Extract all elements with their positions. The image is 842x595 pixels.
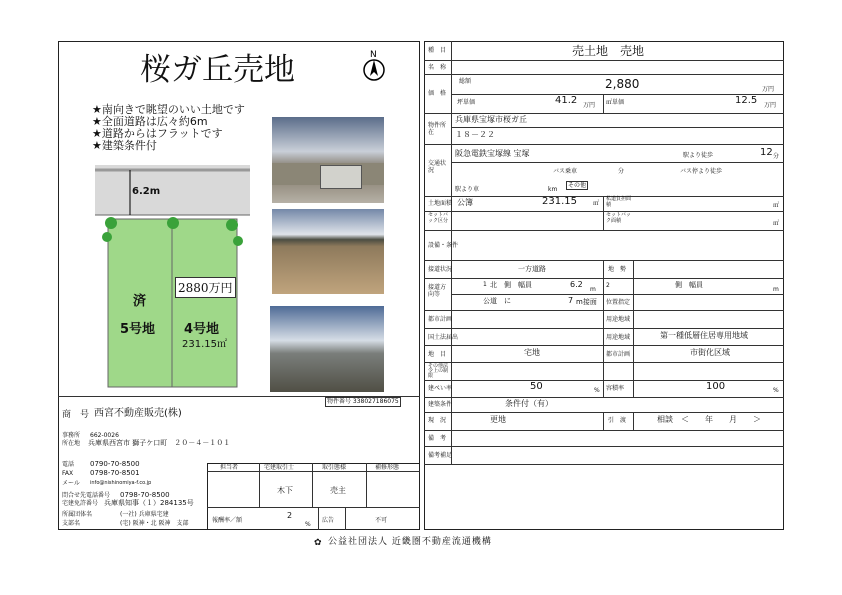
compass-icon: [360, 48, 388, 82]
staff-header: 宅建取引士: [264, 464, 295, 471]
property-number: 物件番号 338027186075: [327, 398, 399, 405]
road-dir-label: 接道方向等: [428, 284, 447, 298]
road1-dir: 北 側 幅員: [490, 281, 532, 289]
name-label: 名 称: [428, 64, 447, 71]
ask-label: 問合せ先電話番号: [62, 492, 111, 499]
other-law-label: その他法令上の制限: [428, 363, 449, 379]
lot5-label: 5号地: [120, 322, 156, 337]
ask: 0798-70-8500: [120, 491, 170, 499]
loc: 兵庫県宝塚市桜ガ丘: [455, 115, 527, 124]
road1-no: 1: [483, 281, 487, 288]
far-label: 容積率: [606, 385, 625, 392]
staff-value: 売主: [330, 486, 346, 495]
price-badge: 2880万円: [175, 277, 236, 298]
chimoku-label: 地 目: [428, 351, 447, 358]
sqm-unit: 万円: [764, 102, 777, 109]
km: km: [548, 186, 558, 193]
bus-walk: バス停より徒歩: [680, 168, 723, 175]
bcr: 50: [530, 381, 543, 392]
staff-header: 担当者: [220, 464, 239, 471]
assoc-label: 所属団体名: [62, 511, 93, 518]
status: 更地: [490, 415, 506, 424]
land-unit: ㎡: [593, 200, 600, 207]
sqm: 12.5: [735, 95, 758, 106]
lot4-label: 4号地: [184, 322, 220, 337]
far-unit: %: [773, 387, 779, 394]
touch: 7: [568, 296, 574, 305]
svg-text:N: N: [370, 50, 377, 60]
city-plan-label: 都市計画: [428, 316, 453, 323]
land: 231.15: [542, 196, 577, 207]
photo-lot: [272, 209, 384, 294]
setback-label: セットバック区分: [428, 212, 449, 224]
mail-label: メール: [62, 480, 80, 487]
land-law-label: 国土法届出: [428, 334, 459, 341]
photo-street: [272, 117, 384, 203]
line: 阪急電鉄宝塚線 宝塚: [455, 149, 530, 158]
bus-min: 分: [618, 168, 625, 175]
footer-logo-icon: ✿: [314, 538, 322, 548]
road-label: 接道状況: [428, 266, 453, 273]
sqm-mark: ㎡: [773, 202, 780, 209]
kind: 売土地 売地: [572, 44, 645, 58]
company-name-label: 商 号: [62, 410, 90, 420]
chimoku: 宅地: [524, 348, 540, 357]
land-type: 公簿: [457, 198, 473, 207]
mail: info@nishinomiya-f.co.jp: [90, 480, 152, 486]
bus-ride: バス乗車: [553, 168, 578, 175]
handover: 相談 ＜ 年 月 ＞: [657, 415, 761, 424]
road1-width: 6.2: [570, 280, 583, 289]
use-label: 用途地域: [606, 316, 631, 323]
traffic-label: 交通状況: [428, 160, 447, 174]
address-label: 所在地: [62, 440, 81, 447]
photo-view: [270, 306, 384, 392]
frontage-label: 地 勢: [608, 266, 627, 273]
tsubo-label: 坪単価: [457, 99, 476, 106]
road-status: 一方道路: [518, 265, 546, 273]
fax-label: FAX: [62, 470, 74, 477]
bcr-unit: %: [594, 387, 600, 394]
branch-label: 支部名: [62, 520, 81, 527]
loc2: １８－２２: [455, 130, 495, 139]
page-title: 桜ガ丘売地: [140, 52, 295, 88]
station-car: 駅より車: [455, 186, 480, 193]
assoc: (一社) 兵庫県宅建: [120, 511, 169, 518]
lot4-area: 231.15㎡: [182, 339, 227, 350]
urban: 市街化区域: [690, 348, 730, 357]
kind-label: 種 目: [428, 47, 447, 54]
ad: 不可: [375, 517, 388, 524]
address: 兵庫県西宮市 獅子ケ口町 ２０－４－１０１: [88, 439, 231, 447]
sqm-label: ㎡単価: [606, 99, 625, 106]
fee-label: 報酬率／額: [212, 517, 243, 524]
staff-header: 取引態様: [322, 464, 347, 471]
license-label: 宅建免許番号: [62, 500, 99, 507]
company-name: 西宮不動産販売(株): [94, 408, 182, 419]
urban-label: 都市計画: [606, 351, 631, 358]
ad-label: 広告: [322, 517, 335, 524]
loc-label: 物件所在: [428, 122, 447, 136]
status-label: 現 況: [428, 417, 447, 424]
tsubo: 41.2: [555, 95, 578, 106]
fee-unit: %: [305, 521, 311, 528]
use: 第一種低層住居専用地域: [660, 331, 748, 340]
build-cond-label: 建築条件: [428, 401, 453, 408]
touch-unit: m接面: [576, 298, 597, 306]
private-road-label: 私道負担面積: [606, 196, 632, 208]
fax: 0798-70-8501: [90, 469, 140, 477]
public-road: 公道 に: [483, 297, 511, 305]
land-label: 土地面積: [428, 200, 453, 207]
road1-unit: m: [590, 286, 596, 293]
setback-area: セットバック面積: [606, 212, 631, 224]
tel: 0790-70-8500: [90, 460, 140, 468]
road-width-label: 6.2m: [132, 186, 161, 197]
staff-header: 補修形態: [375, 464, 400, 471]
walk-label: 駅より徒歩: [683, 152, 714, 159]
postal-label: 事務所: [62, 432, 81, 439]
build-cond: 条件付（有）: [505, 399, 553, 408]
sold-label: 済: [133, 294, 147, 309]
bcr-label: 建ぺい率: [428, 385, 453, 392]
staff-value: 木下: [277, 486, 293, 495]
far: 100: [706, 381, 726, 392]
postal: 662-0026: [90, 432, 119, 439]
price-label: 価 格: [428, 90, 447, 97]
road2-no: 2: [606, 282, 610, 289]
walk: 12: [760, 147, 773, 158]
urban-label-a: 用途地域: [606, 334, 631, 341]
handover-label: 引 渡: [608, 417, 627, 424]
walk-unit: 分: [773, 153, 780, 160]
feature-item: ★南向きで眺望のいい土地です: [92, 103, 245, 116]
remarks-label: 備 考: [428, 435, 447, 442]
feature-list: [92, 104, 245, 152]
road2-dir: 側 幅員: [675, 281, 703, 289]
sqm-mark: ㎡: [773, 220, 780, 227]
remarks2-label: 備考補足: [428, 452, 453, 459]
tsubo-unit: 万円: [583, 102, 596, 109]
branch: (宅) 阪神・北 阪神 支部: [120, 520, 189, 527]
price: 2,880: [605, 77, 640, 91]
road2-unit: m: [773, 286, 779, 293]
pos-label: 位置指定: [606, 299, 631, 306]
price-unit: 万円: [762, 86, 775, 93]
cond-label: 設備・条件: [428, 242, 459, 249]
feature-item: ★建築条件付: [92, 139, 157, 152]
tel-label: 電話: [62, 461, 75, 468]
footer-org: 公益社団法人 近畿圏不動産流通機構: [328, 537, 492, 547]
feature-item: ★全面道路は広々約6m: [92, 115, 208, 128]
feature-item: ★道路からはフラットです: [92, 127, 223, 140]
license: 兵庫県知事（１）284135号: [104, 499, 194, 507]
fee: 2: [287, 511, 293, 520]
other: その他: [568, 182, 587, 189]
total-label: 総額: [459, 78, 472, 85]
